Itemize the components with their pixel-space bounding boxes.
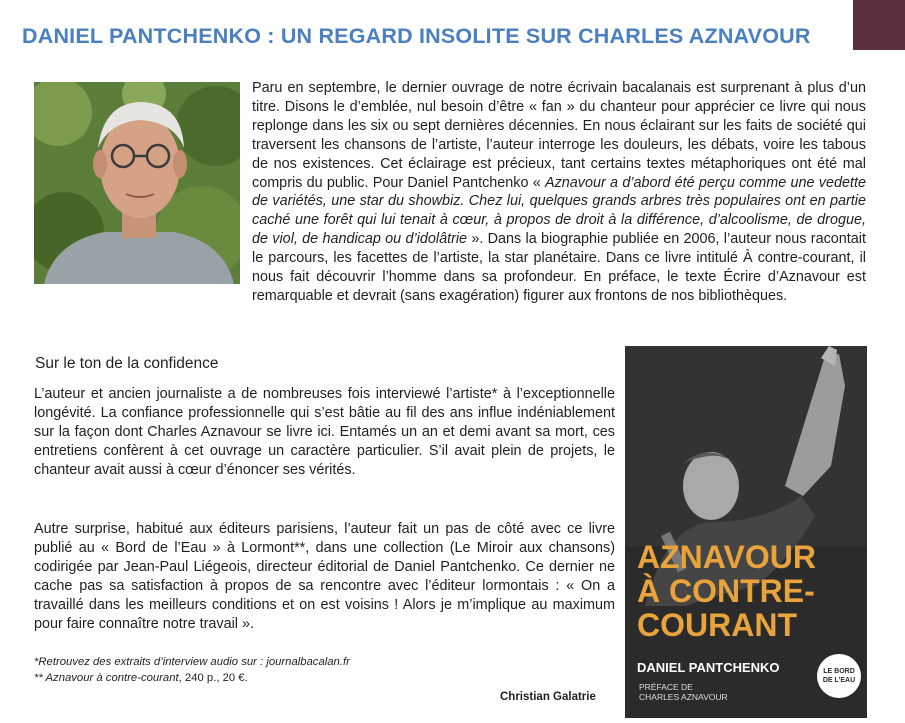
cover-title-line-2: À CONTRE- [637, 573, 815, 609]
cover-preface-line-1: PRÉFACE DE [639, 682, 693, 692]
cover-preface-line-2: CHARLES AZNAVOUR [639, 692, 728, 702]
publisher-logo-line-1: LE BORD [823, 668, 855, 675]
byline: Christian Galatrie [500, 691, 596, 703]
book-cover [625, 346, 867, 718]
body-paragraph-1: L’auteur et ancien journaliste a de nombreuses fois interviewé l’artiste* à l’exceptionnelle longévité. La confiance professionnelle qui s’est bâtie au fil des ans influe indéniablement sur la façon dont Charles Aznavour se livre ici. Entamés un an et demi avant sa mort, ces entretiens confèrent à cet ouvrage un caractère particulier. S’il avait plein de projets, le chanteur avait aussi à cœur d’énoncer ses vérités. [34, 386, 615, 478]
section-heading: Sur le ton de la confidence [35, 355, 219, 372]
article-headline: DANIEL PANTCHENKO : UN REGARD INSOLITE SUR CHARLES AZNAVOUR [22, 24, 811, 48]
intro-paragraph: Paru en septembre, le dernier ouvrage de notre écrivain bacalanais est surprenant à plus d’un titre. Disons le d’emblée, nul besoin d’être « fan » du chanteur pour apprécier ce livre qui nous replonge dans les six ou sept dernières décennies. En nous éclairant sur les faits de société qui traversent les chansons de l’artiste, l’auteur interroge les douleurs, les débats, voire les tabous de nos existences. Cet éclairage est précieux, tant certains textes métaphoriques ont été mal compris du public. Pour Daniel Pantchenko « Aznavour a d’abord été perçu comme une vedette de variétés, une star du showbiz. Chez lui, quelques grands arbres très populaires ont en partie caché une forêt qui lui tenait à cœur, à propos de droit à la différence, d’alcoolisme, de drogue, de viol, de handicap ou d’idolâtrie ». Dans la biographie publiée en 2006, l’auteur nous racontait le parcours, les facettes de l’artiste, la star planétaire. Dans ce livre intitulé À contre-courant, il nous fait découvrir l’homme dans sa profondeur. En préface, le texte Écrire d’Aznavour est remarquable et devrait (sans exagération) figurer aux frontons de nos bibliothèques. [252, 80, 867, 304]
publisher-logo [817, 654, 861, 698]
footnote-1: *Retrouvez des extraits d’interview audio sur : journalbacalan.fr [34, 656, 350, 668]
publisher-logo-line-2: DE L’EAU [822, 677, 856, 684]
cover-author: DANIEL PANTCHENKO [637, 660, 780, 675]
cover-title-line-3: COURANT [637, 607, 797, 643]
footnote-2: ** Aznavour à contre-courant, 240 p., 20 €. [34, 672, 248, 684]
footnotes [34, 654, 350, 686]
corner-color-block [853, 0, 905, 50]
body-paragraph-2: Autre surprise, habitué aux éditeurs parisiens, l’auteur fait un pas de côté avec ce livre publié au « Bord de l’Eau » à Lormont**, dans une collection (Le Miroir aux chansons) codirigée par Jean-Paul Liégeois, directeur éditorial de Daniel Pantchenko. Ce dernier ne cache pas sa satisfaction à propos de sa rencontre avec l’éditeur lormontais : « On a travaillé dans les meilleurs conditions et on est voisins ! Alors je m’implique au maximum pour faire connaître notre travail ». [34, 521, 615, 632]
cover-title-line-1: AZNAVOUR [637, 539, 816, 575]
